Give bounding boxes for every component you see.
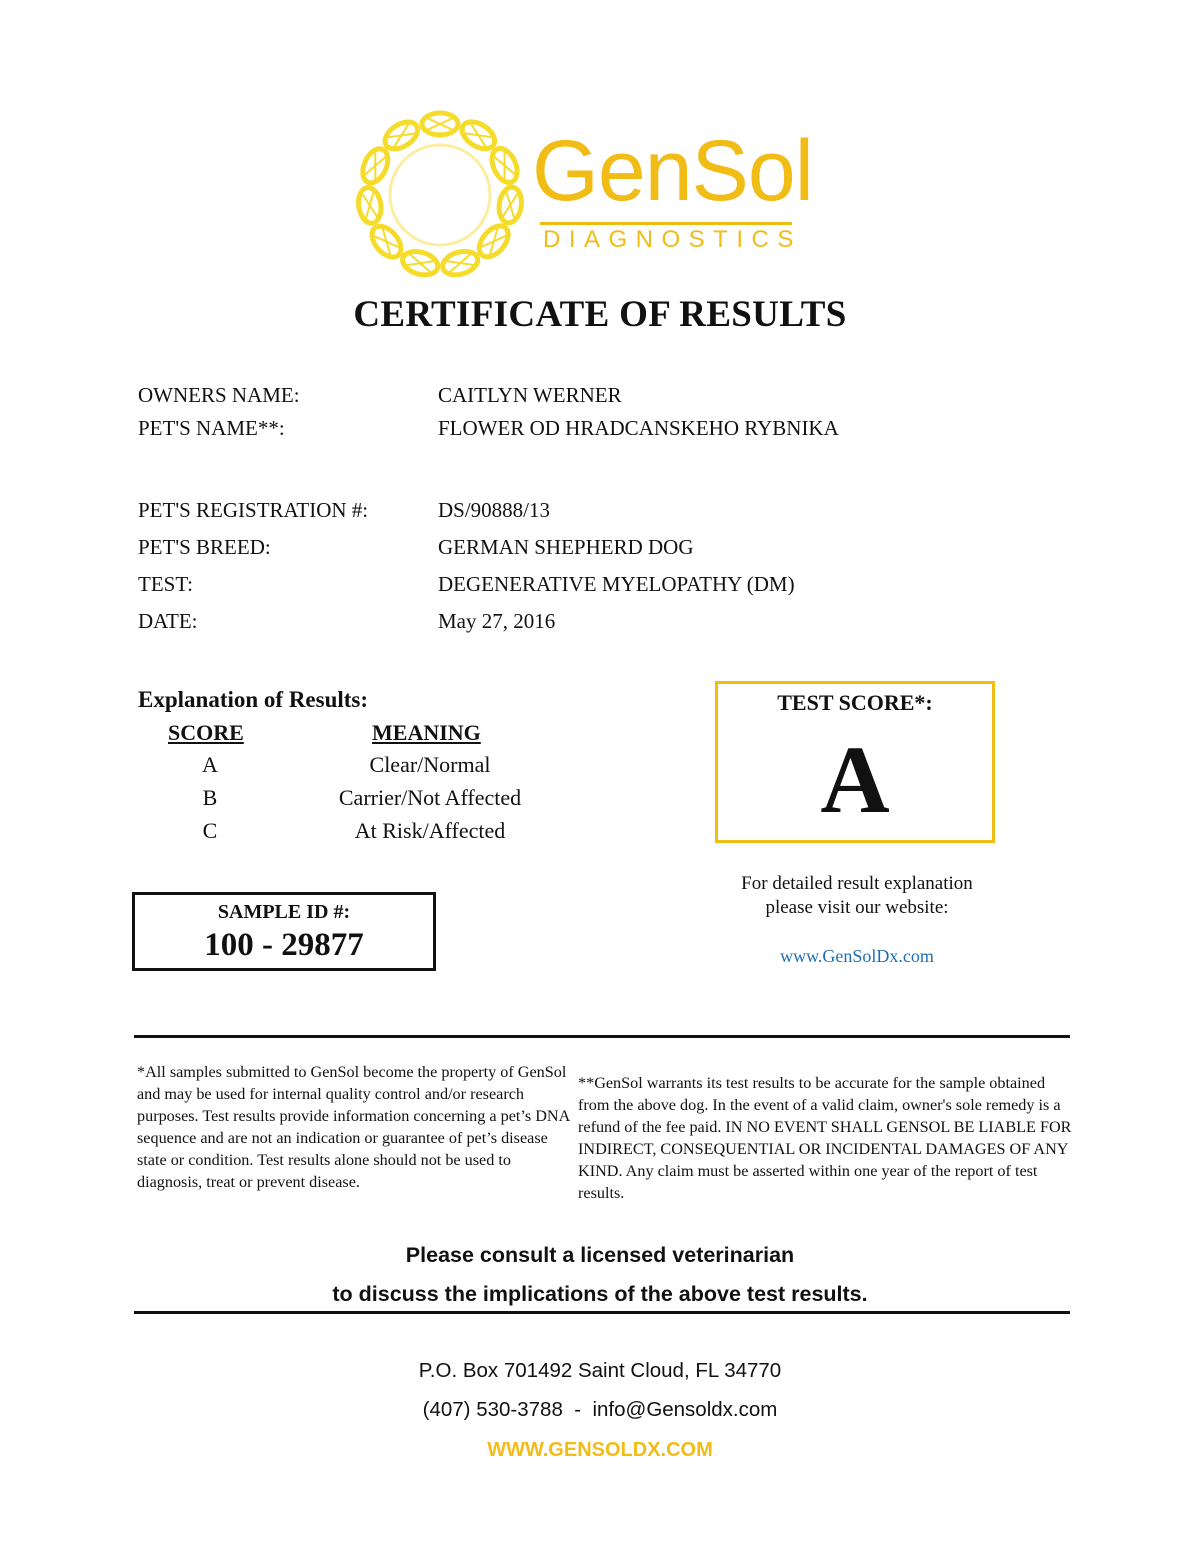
- gensol-dna-ring-logo-icon: [345, 100, 535, 290]
- logo-wordmark: GenSol: [532, 123, 813, 219]
- test-score-value: A: [820, 726, 890, 833]
- logo-subtitle: DIAGNOSTICS: [543, 226, 802, 253]
- registration-label: PET'S REGISTRATION #:: [138, 498, 369, 522]
- disclaimer-right: **GenSol warrants its test results to be accurate for the sample obtained from the above dog. In the event of a valid claim, owner's sole remedy is a refund of the fee paid. IN NO EVENT SHALL GENSOL BE LIABLE FOR INDIRECT, CONSEQUENTIAL OR INCIDENTAL DAMAGES OF ANY KIND. Any claim must be asserted within one year of the report of test results.: [578, 1074, 1072, 1202]
- date-value: May 27, 2016: [438, 609, 556, 633]
- score-row-c: C: [202, 818, 218, 843]
- pet-name-label: PET'S NAME**:: [138, 416, 285, 440]
- section-divider-bottom: [134, 1311, 1070, 1314]
- score-row-a: A: [202, 752, 218, 777]
- meaning-row-b: Carrier/Not Affected: [338, 785, 522, 810]
- pet-name-value: FLOWER OD HRADCANSKEHO RYBNIKA: [438, 416, 839, 440]
- test-score-box: [715, 681, 995, 843]
- logo-divider: [540, 222, 792, 225]
- page-title: CERTIFICATE OF RESULTS: [353, 294, 847, 335]
- explanation-title: Explanation of Results:: [138, 687, 369, 712]
- score-column-header: SCORE: [168, 720, 244, 745]
- meaning-row-c: At Risk/Affected: [354, 818, 506, 843]
- test-label: TEST:: [138, 572, 193, 596]
- consult-line-2: to discuss the implications of the above test results.: [332, 1282, 868, 1306]
- footer-website[interactable]: WWW.GENSOLDX.COM: [487, 1439, 713, 1461]
- meaning-column-header: MEANING: [372, 720, 481, 745]
- test-value: DEGENERATIVE MYELOPATHY (DM): [438, 572, 795, 596]
- website-link[interactable]: www.GenSolDx.com: [780, 946, 934, 966]
- score-row-b: B: [202, 785, 218, 810]
- sample-id-label: SAMPLE ID #:: [217, 901, 351, 923]
- registration-value: DS/90888/13: [438, 498, 551, 522]
- sample-id-value: 100 - 29877: [204, 927, 364, 963]
- footer-address: P.O. Box 701492 Saint Cloud, FL 34770: [418, 1359, 782, 1382]
- date-label: DATE:: [138, 609, 198, 633]
- detail-text-line-1: For detailed result explanation: [741, 873, 973, 894]
- sample-id-box: [132, 892, 436, 971]
- detail-text-line-2: please visit our website:: [765, 897, 949, 918]
- owner-value: CAITLYN WERNER: [438, 383, 622, 407]
- consult-line-1: Please consult a licensed veterinarian: [405, 1243, 795, 1267]
- footer-contact[interactable]: (407) 530-3788 - info@Gensoldx.com: [422, 1398, 778, 1421]
- breed-label: PET'S BREED:: [138, 535, 271, 559]
- test-score-label: TEST SCORE*:: [777, 690, 933, 715]
- section-divider-top: [134, 1035, 1070, 1038]
- owner-label: OWNERS NAME:: [138, 383, 300, 407]
- meaning-row-a: Clear/Normal: [369, 752, 491, 777]
- breed-value: GERMAN SHEPHERD DOG: [438, 535, 694, 559]
- disclaimer-left: *All samples submitted to GenSol become the property of GenSol and may be used for internal quality control and/or research purposes. Test results provide information concerning a pet’s DNA sequence and are not an indication or guarantee of pet’s disease state or condition. Test results alone should not be used to diagnosis, treat or prevent disease.: [137, 1063, 570, 1191]
